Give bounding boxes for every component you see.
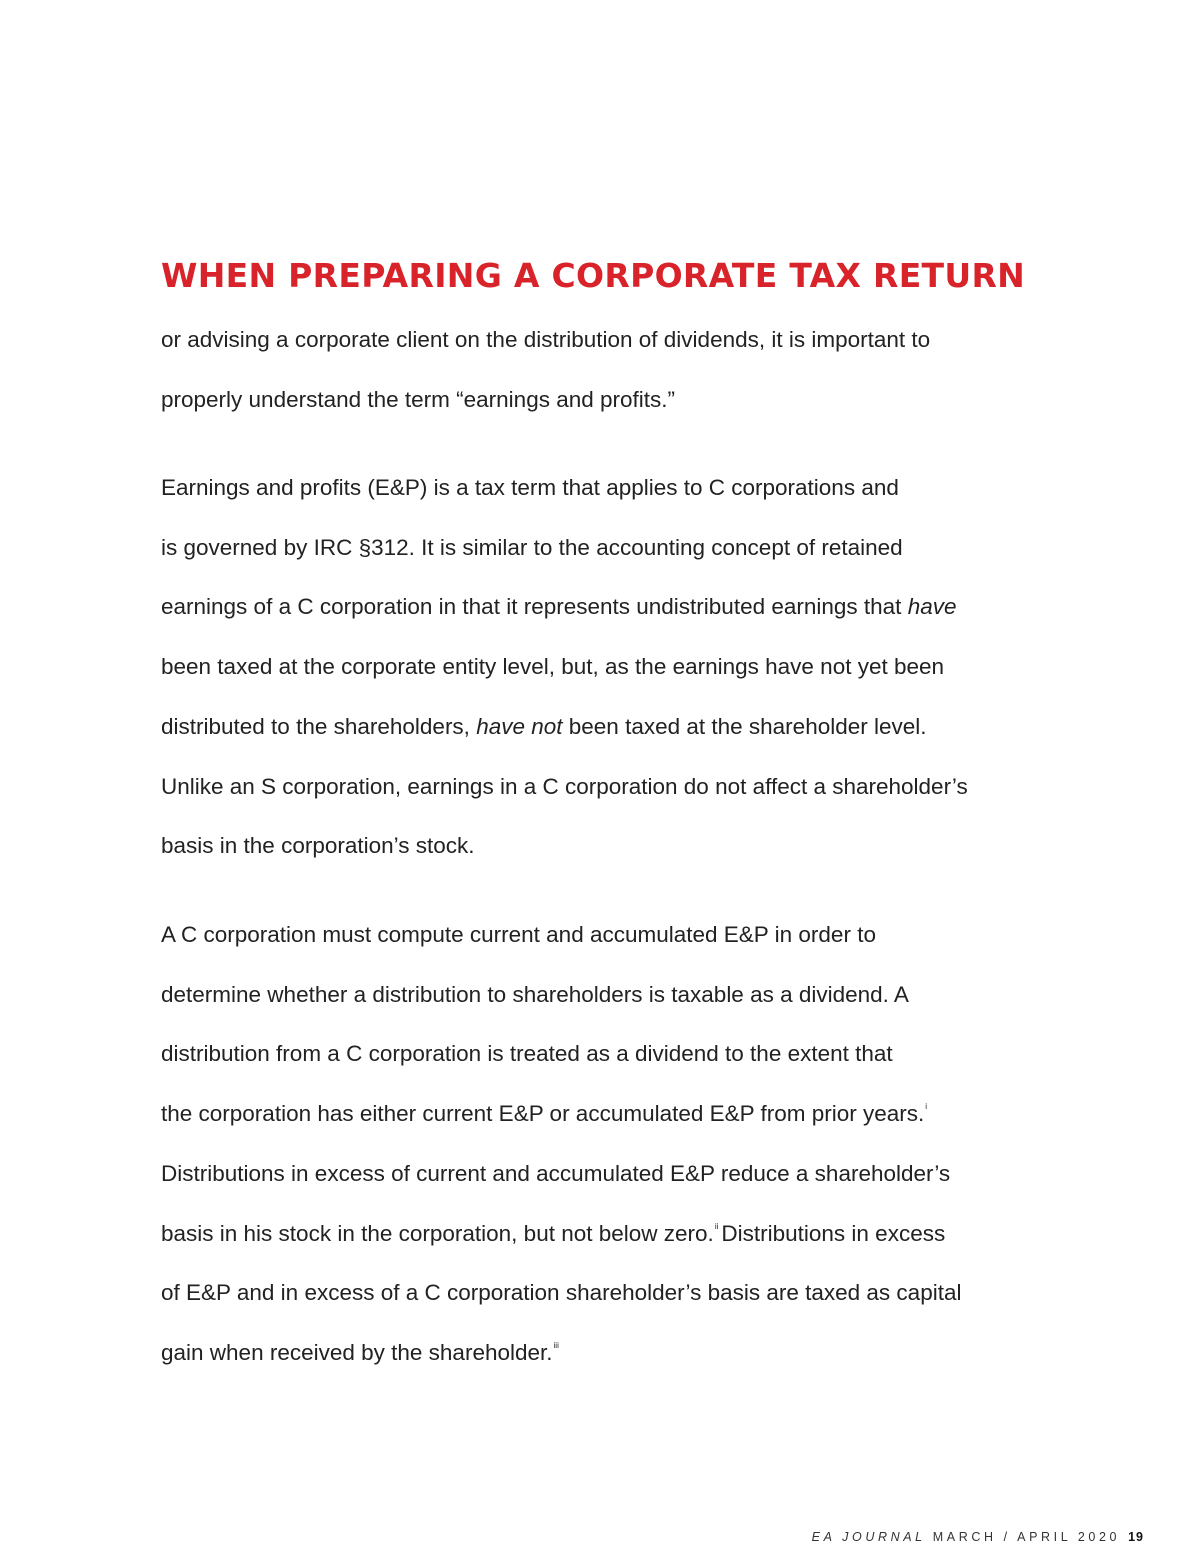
text-segment: earnings of a C corporation in that it represents undistributed earnings that (161, 594, 908, 620)
text-line (161, 1084, 1041, 1144)
endnote-marker[interactable]: ii (714, 1221, 719, 1231)
paragraph-definition (161, 458, 1041, 876)
text-segment: basis in his stock in the corporation, but not below zero. (161, 1220, 714, 1246)
text-line: determine whether a distribution to shareholders is taxable as a dividend. A (161, 981, 909, 1007)
text-line: or advising a corporate client on the distribution of dividends, it is important to (161, 327, 931, 352)
issue-date: MARCH / APRIL 2020 (925, 1530, 1121, 1544)
text-line: basis in the corporation’s stock. (161, 833, 475, 859)
emphasis-have-not: have not (476, 713, 563, 739)
text-line: Unlike an S corporation, earnings in a C corporation do not affect a shareholder’s (161, 773, 968, 799)
paragraph-computation (161, 905, 1041, 1383)
text-line: A C corporation must compute current and accumulated E&P in order to (161, 922, 876, 947)
page-footer (812, 1530, 1144, 1544)
text-segment: been taxed at the shareholder level. (562, 713, 927, 739)
text-line (161, 697, 1041, 757)
text-line: of E&P and in excess of a C corporation shareholder’s basis are taxed as capital (161, 1280, 962, 1306)
text-line: Earnings and profits (E&P) is a tax term that applies to C corporations and (161, 475, 899, 500)
endnote-marker[interactable]: iii (553, 1340, 559, 1350)
text-line: Distributions in excess of current and accumulated E&P reduce a shareholder’s (161, 1160, 951, 1186)
endnote-marker[interactable]: i (925, 1102, 928, 1112)
emphasis-have: have (907, 594, 957, 620)
text-line: been taxed at the corporate entity level, but, as the earnings have not yet been (161, 654, 945, 680)
text-segment: Distributions in excess (721, 1220, 946, 1246)
text-line (161, 1323, 1041, 1383)
text-line (161, 1204, 1041, 1264)
text-line: properly understand the term “earnings and profits.” (161, 386, 676, 412)
text-line (161, 577, 1041, 637)
text-line: distribution from a C corporation is treated as a dividend to the extent that (161, 1041, 893, 1067)
text-segment: gain when received by the shareholder. (161, 1339, 553, 1365)
text-segment: the corporation has either current E&P or accumulated E&P from prior years. (161, 1101, 925, 1127)
article-heading: WHEN PREPARING A CORPORATE TAX RETURN (161, 256, 1026, 295)
journal-name: EA JOURNAL (811, 1530, 926, 1544)
paragraph-intro (161, 310, 1041, 429)
page-number: 19 (1128, 1530, 1144, 1544)
text-segment: distributed to the shareholders, (161, 713, 477, 739)
text-line: is governed by IRC §312. It is similar to the accounting concept of retained (161, 534, 903, 560)
